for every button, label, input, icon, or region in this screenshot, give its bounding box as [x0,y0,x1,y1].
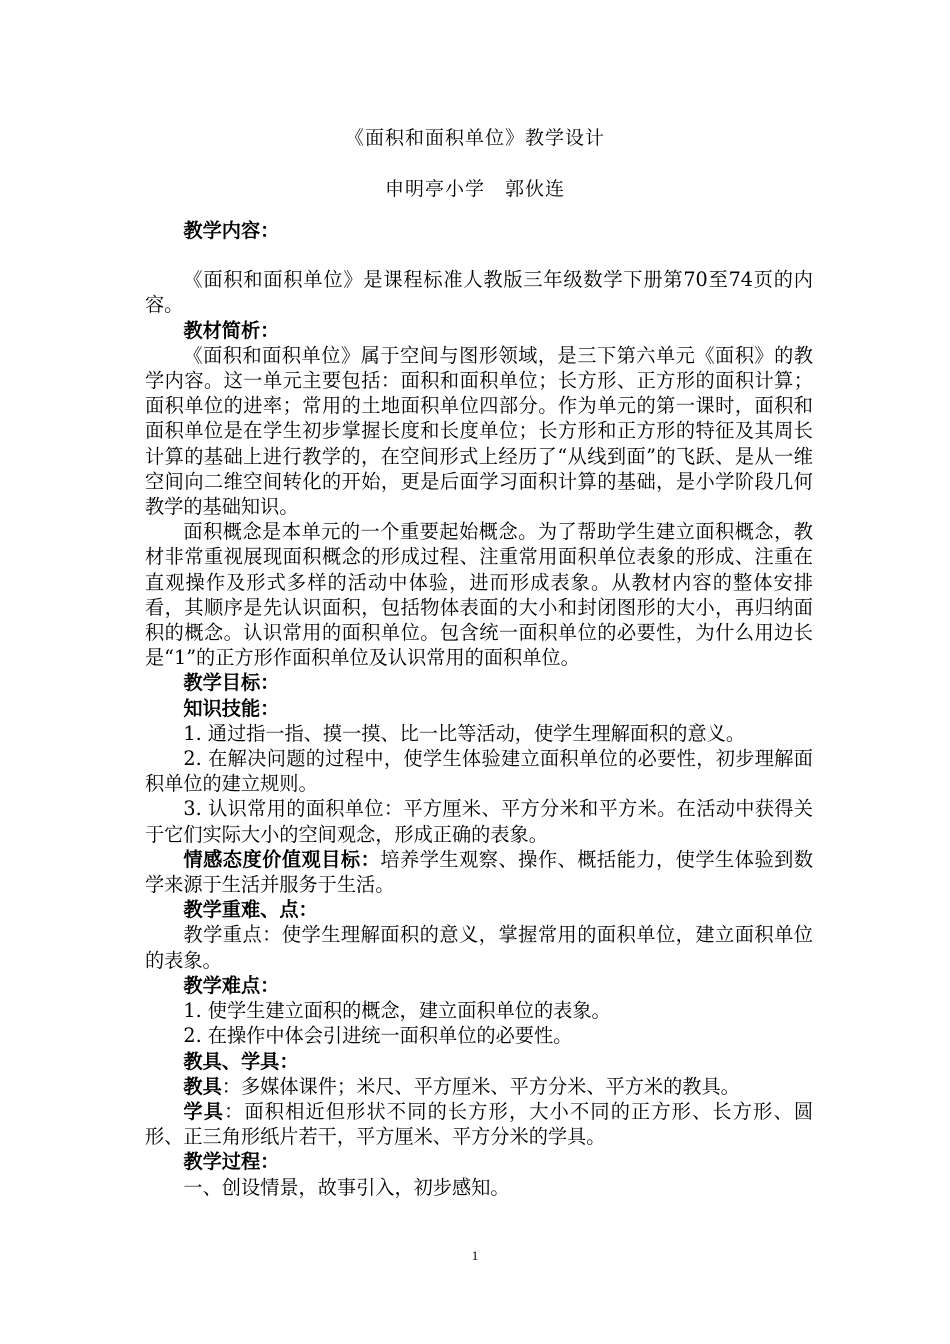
skill-item-3: 3. 认识常用的面积单位：平方厘米、平方分米和平方米。在活动中获得关于它们实际大小的空间观念，形成正确的表象。 [145,797,813,846]
skills-heading: 知识技能： [183,696,280,720]
student-tools-text: ：面积相近但形状不同的长方形，大小不同的正方形、长方形、圆形、正三角形纸片若干，平方厘米、平方分米的学具。 [145,1099,814,1149]
analysis-paragraph-1: 《面积和面积单位》属于空间与图形领域，是三下第六单元《面积》的教学内容。这一单元主要包括：面积和面积单位；长方形、正方形的面积计算；面积单位的进率；常用的土地面积单位四部分。作为单元的第一课时，面积和面积单位是在学生初步掌握长度和长度单位；长方形和正方形的特征及其周长计算的基础上进行教学的，在空间形式上经历了“从线到面”的飞跃、是从一维空间向二维空间转化的开始，更是后面学习面积计算的基础，是小学阶段几何教学的基础知识。 [145,343,813,519]
key-heading: 教学重难、点： [183,898,318,922]
goals-heading: 教学目标： [183,671,280,695]
analysis-heading: 教材简析： [183,318,280,342]
emotion-paragraph [145,847,813,897]
process-heading: 教学过程： [183,1150,280,1174]
difficulty-heading: 教学难点： [183,973,280,997]
document-author: 申明亭小学 郭伙连 [384,178,565,200]
tools-heading: 教具、学具： [183,1049,299,1073]
document-title: 《面积和面积单位》教学设计 [344,127,605,149]
skill-item-2: 2. 在解决问题的过程中，使学生体验建立面积单位的必要性，初步理解面积单位的建立规则。 [145,747,813,796]
process-step-1: 一、创设情景，故事引入，初步感知。 [183,1175,510,1199]
student-tools-label: 学具 [183,1099,225,1123]
difficulty-item-2: 2. 在操作中体会引进统一面积单位的必要性。 [183,1024,573,1048]
teacher-tools-label: 教具 [183,1074,222,1098]
emotion-text: 培养学生观察、操作、概括能力，使学生体验到数学来源于生活并服务于生活。 [145,847,814,897]
teacher-tools-text: ：多媒体课件；米尺、平方厘米、平方分米、平方米的教具。 [221,1074,740,1098]
key-text: 教学重点：使学生理解面积的意义，掌握常用的面积单位，建立面积单位的表象。 [145,923,813,972]
difficulty-item-1: 1. 使学生建立面积的概念，建立面积单位的表象。 [183,999,611,1023]
content-text: 《面积和面积单位》是课程标准人教版三年级数学下册第70至74页的内容。 [145,268,813,317]
teacher-tools-paragraph [145,1074,813,1099]
analysis-paragraph-2: 面积概念是本单元的一个重要起始概念。为了帮助学生建立面积概念，教材非常重视展现面积概念的形成过程、注重常用面积单位表象的形成、注重在直观操作及形式多样的活动中体验，进而形成表象。从教材内容的整体安排看，其顺序是先认识面积，包括物体表面的大小和封闭图形的大小，再归纳面积的概念。认识常用的面积单位。包含统一面积单位的必要性，为什么用边长是“1”的正方形作面积单位及认识常用的面积单位。 [145,520,813,670]
page-number: 1 [471,1248,479,1263]
document-body [145,218,813,1200]
skill-item-1: 1. 通过指一指、摸一摸、比一比等活动，使学生理解面积的意义。 [183,721,746,745]
content-heading: 教学内容： [183,219,280,242]
student-tools-paragraph [145,1099,813,1149]
emotion-heading: 情感态度价值观目标： [183,847,381,871]
